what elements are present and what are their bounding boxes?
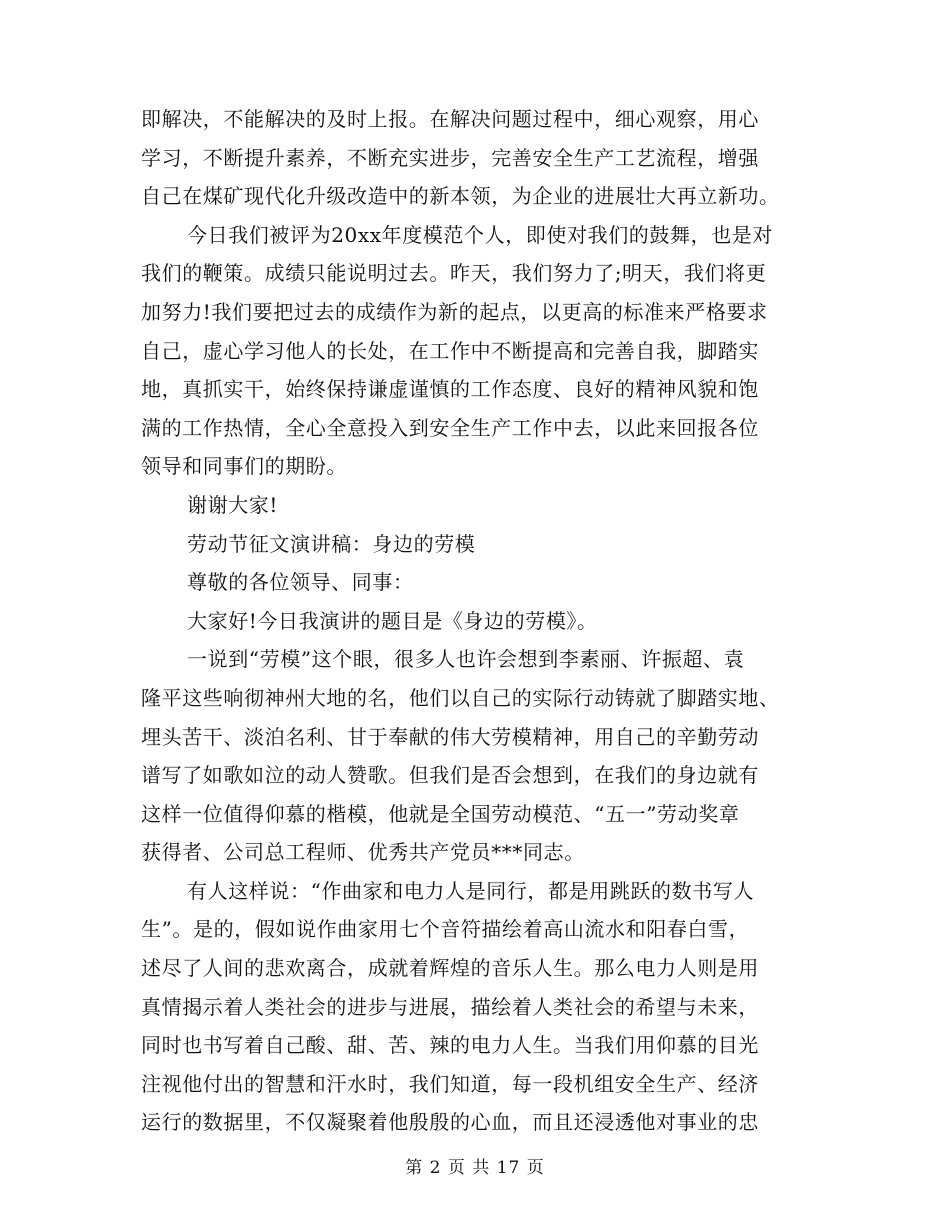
text-line: 满的工作热情，全心全意投入到安全生产工作中去，以此来回报各位 [141, 415, 759, 440]
text-line: 谢谢大家! [187, 492, 279, 517]
text-line: 尊敬的各位领导、同事： [187, 570, 414, 595]
text-line: 一说到“劳模”这个眼，很多人也许会想到李素丽、许振超、袁 [187, 647, 745, 672]
text-line: 自己在煤矿现代化升级改造中的新本领，为企业的进展壮大再立新功。 [141, 184, 780, 209]
text-line: 获得者、公司总工程师、优秀共产党员***同志。 [141, 840, 585, 865]
text-line: 领导和同事们的期盼。 [141, 454, 347, 479]
text-line: 隆平这些响彻神州大地的名，他们以自己的实际行动铸就了脚踏实地、 [141, 685, 780, 710]
text-line: 注视他付出的智慧和汗水时，我们知道，每一段机组安全生产、经济 [141, 1071, 759, 1096]
text-line: 学习，不断提升素养，不断充实进步，完善安全生产工艺流程，增强 [141, 145, 759, 170]
text-line: 自己，虚心学习他人的长处，在工作中不断提高和完善自我，脚踏实 [141, 338, 759, 363]
text-line: 同时也书写着自己酸、甜、苦、辣的电力人生。当我们用仰慕的目光 [141, 1033, 759, 1058]
text-line: 今日我们被评为20xx年度模范个人，即使对我们的鼓舞，也是对 [187, 222, 774, 247]
text-line: 即解决，不能解决的及时上报。在解决问题过程中，细心观察，用心 [141, 107, 759, 131]
document-body [141, 100, 811, 1142]
text-line: 这样一位值得仰慕的楷模，他就是全国劳动模范、“五一”劳动奖章 [141, 801, 740, 826]
text-line: 谱写了如歌如泣的动人赞歌。但我们是否会想到，在我们的身边就有 [141, 763, 759, 788]
text-line: 劳动节征文演讲稿：身边的劳模 [187, 531, 476, 556]
text-line: 真情揭示着人类社会的进步与进展，描绘着人类社会的希望与未来， [141, 994, 759, 1019]
text-line: 我们的鞭策。成绩只能说明过去。昨天，我们努力了;明天，我们将更 [141, 261, 767, 286]
text-line: 埋头苦干、淡泊名利、甘于奉献的伟大劳模精神，用自己的辛勤劳动 [141, 724, 759, 749]
text-line: 述尽了人间的悲欢离合，成就着辉煌的音乐人生。那么电力人则是用 [141, 956, 759, 981]
text-line: 运行的数据里，不仅凝聚着他殷殷的心血，而且还浸透他对事业的忠 [141, 1110, 759, 1135]
text-line: 生”。是的，假如说作曲家用七个音符描绘着高山流水和阳春白雪， [141, 917, 750, 942]
text-line: 地，真抓实干，始终保持谦虚谨慎的工作态度、良好的精神风貌和饱 [141, 377, 759, 402]
text-line: 加努力!我们要把过去的成绩作为新的起点，以更高的标准来严格要求 [141, 299, 768, 324]
page-footer: 第 2 页 共 17 页 [405, 1158, 545, 1178]
text-line: 大家好!今日我演讲的题目是《身边的劳模》。 [187, 608, 598, 633]
text-line: 有人这样说：“作曲家和电力人是同行，都是用跳跃的数书写人 [187, 878, 755, 903]
